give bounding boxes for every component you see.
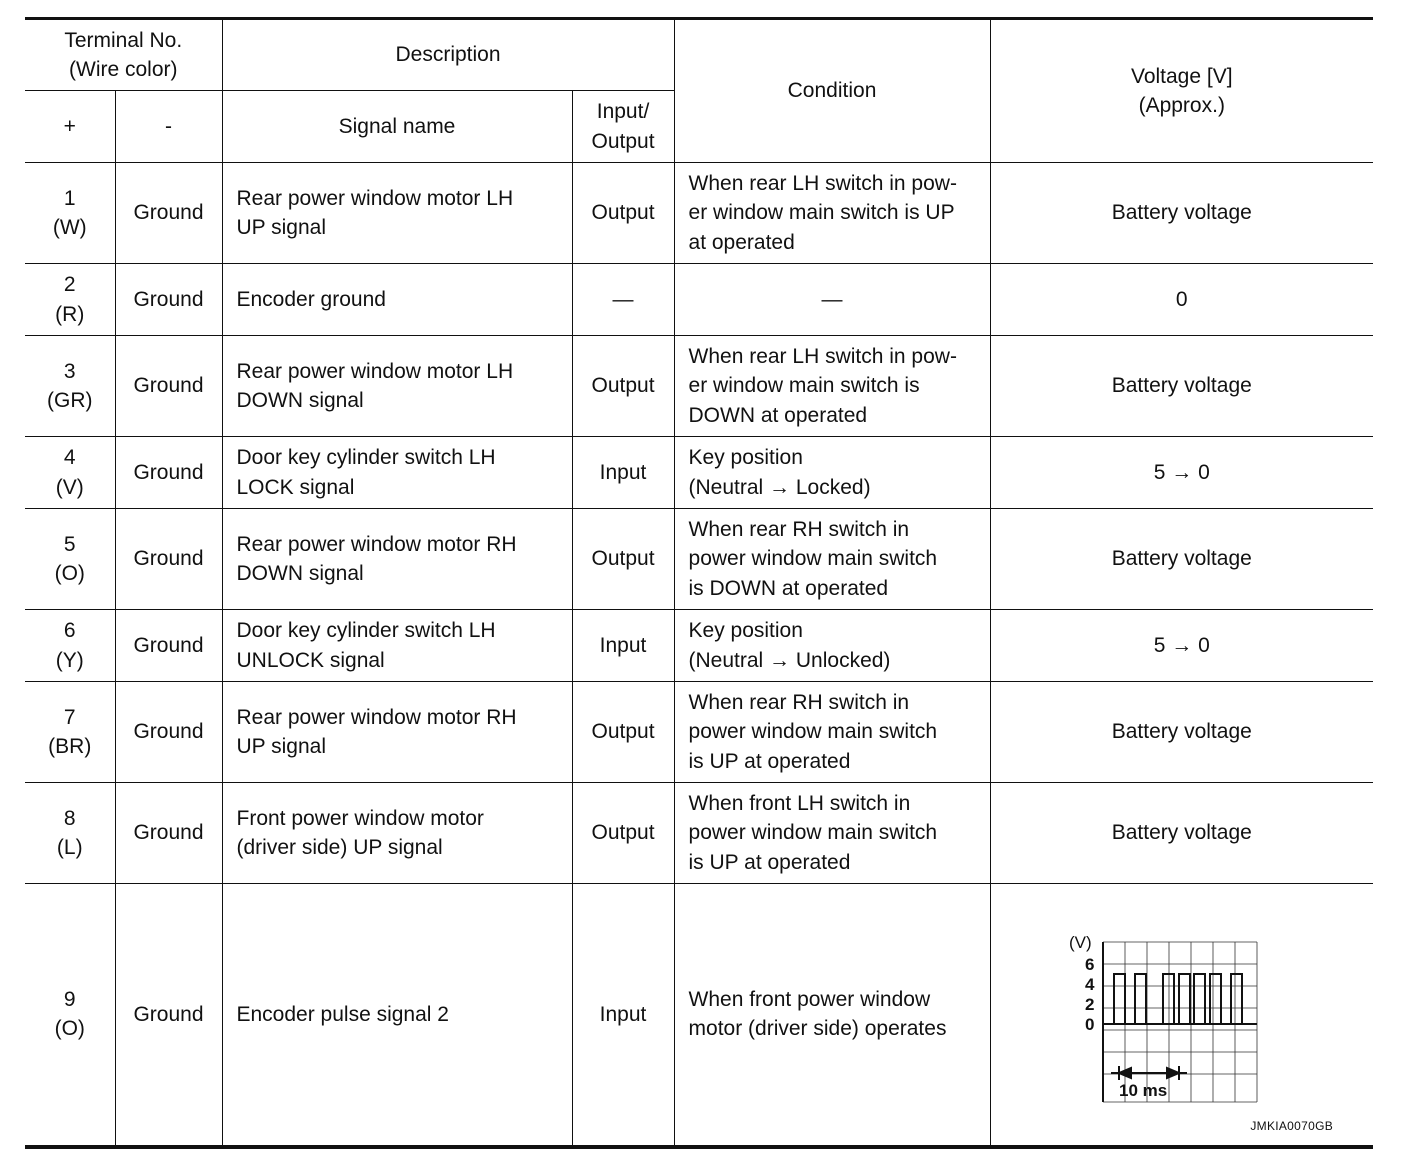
condition-cell: Key position (Neutral → Locked)	[674, 437, 990, 509]
signal-cell: Encoder ground	[222, 264, 572, 336]
table-row	[25, 610, 1373, 682]
minus-cell: Ground	[115, 783, 222, 884]
terminal-cell: 1 (W)	[25, 163, 115, 264]
table-row	[25, 509, 1373, 610]
condition-cell: When rear LH switch in pow- er window main switch is UP at operated	[674, 163, 990, 264]
io-cell: Output	[572, 783, 674, 884]
unit-label: (V)	[1068, 934, 1092, 952]
signal-cell: Door key cylinder switch LH LOCK signal	[222, 437, 572, 509]
terminal-cell: 7 (BR)	[25, 682, 115, 783]
condition-cell: When front power window motor (driver side) operates	[674, 884, 990, 1147]
io-cell: Input	[572, 884, 674, 1147]
io-cell: Output	[572, 163, 674, 264]
voltage-cell: 5 → 0	[990, 437, 1373, 509]
signal-cell: Rear power window motor RH DOWN signal	[222, 509, 572, 610]
pulse-waveform	[1103, 974, 1257, 1024]
condition-cell: When rear RH switch in power window main switch is DOWN at operated	[674, 509, 990, 610]
header-input-output: Input/ Output	[572, 91, 674, 163]
signal-cell: Rear power window motor LH DOWN signal	[222, 336, 572, 437]
y-tick-label: 6	[1084, 955, 1094, 974]
voltage-cell: Battery voltage	[990, 783, 1373, 884]
oscilloscope-waveform	[1069, 934, 1299, 1114]
minus-cell: Ground	[115, 682, 222, 783]
condition-cell: When rear RH switch in power window main switch is UP at operated	[674, 682, 990, 783]
voltage-cell: 0	[990, 264, 1373, 336]
condition-cell: Key position (Neutral → Unlocked)	[674, 610, 990, 682]
io-cell: Output	[572, 336, 674, 437]
minus-cell: Ground	[115, 163, 222, 264]
signal-cell: Encoder pulse signal 2	[222, 884, 572, 1147]
minus-cell: Ground	[115, 509, 222, 610]
signal-cell: Door key cylinder switch LH UNLOCK signal	[222, 610, 572, 682]
header-row-1	[25, 19, 1373, 91]
minus-cell: Ground	[115, 437, 222, 509]
terminal-cell: 3 (GR)	[25, 336, 115, 437]
header-terminal: Terminal No. (Wire color)	[25, 19, 222, 91]
minus-cell: Ground	[115, 264, 222, 336]
voltage-cell: Battery voltage	[990, 682, 1373, 783]
io-cell: Output	[572, 509, 674, 610]
y-tick-label: 0	[1084, 1015, 1094, 1034]
voltage-cell: Battery voltage	[990, 163, 1373, 264]
terminal-cell: 4 (V)	[25, 437, 115, 509]
table-row	[25, 264, 1373, 336]
header-minus: -	[115, 91, 222, 163]
header-description: Description	[222, 19, 674, 91]
terminal-cell: 8 (L)	[25, 783, 115, 884]
io-cell: Input	[572, 610, 674, 682]
terminal-cell: 5 (O)	[25, 509, 115, 610]
terminal-cell: 2 (R)	[25, 264, 115, 336]
condition-cell: When front LH switch in power window main switch is UP at operated	[674, 783, 990, 884]
table-row	[25, 884, 1373, 1147]
time-label: 10 ms	[1118, 1081, 1167, 1100]
header-signal-name: Signal name	[222, 91, 572, 163]
header-condition: Condition	[674, 19, 990, 163]
signal-cell: Rear power window motor RH UP signal	[222, 682, 572, 783]
condition-cell: When rear LH switch in pow- er window main switch is DOWN at operated	[674, 336, 990, 437]
y-tick-label: 4	[1084, 975, 1094, 994]
signal-cell: Rear power window motor LH UP signal	[222, 163, 572, 264]
header-voltage: Voltage [V] (Approx.)	[990, 19, 1373, 163]
y-tick-label: 2	[1084, 995, 1094, 1014]
voltage-cell-scope	[990, 884, 1373, 1147]
io-cell: Output	[572, 682, 674, 783]
table-row	[25, 437, 1373, 509]
header-plus: +	[25, 91, 115, 163]
minus-cell: Ground	[115, 884, 222, 1147]
table-row	[25, 336, 1373, 437]
terminal-cell: 6 (Y)	[25, 610, 115, 682]
voltage-cell: 5 → 0	[990, 610, 1373, 682]
io-cell: Input	[572, 437, 674, 509]
minus-cell: Ground	[115, 610, 222, 682]
voltage-cell: Battery voltage	[990, 509, 1373, 610]
condition-cell: —	[674, 264, 990, 336]
table-row	[25, 682, 1373, 783]
voltage-cell: Battery voltage	[990, 336, 1373, 437]
signal-cell: Front power window motor (driver side) UP signal	[222, 783, 572, 884]
minus-cell: Ground	[115, 336, 222, 437]
io-cell: —	[572, 264, 674, 336]
time-span-marker	[1111, 1066, 1187, 1080]
table-row	[25, 163, 1373, 264]
terminal-table	[25, 17, 1373, 1149]
table-row	[25, 783, 1373, 884]
figure-code: JMKIA0070GB	[1250, 1118, 1334, 1133]
terminal-cell: 9 (O)	[25, 884, 115, 1147]
